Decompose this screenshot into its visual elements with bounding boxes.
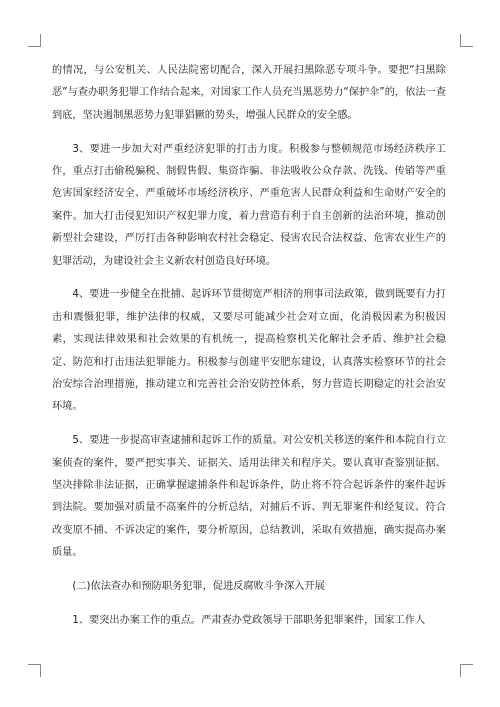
crop-mark-top-left: [28, 34, 41, 47]
paragraph-case-focus: 1、要突出办案工作的重点。严肃查办党政领导干部职务犯罪案件，国家工作人: [72, 614, 426, 626]
section-heading: (二)依法查办和预防职务犯罪，促进反腐败斗争深入开展: [72, 581, 325, 593]
crop-mark-bottom-left: [28, 664, 41, 677]
paragraph-criminal-policy: 4、要进一步健全在批捕、起诉环节贯彻宽严相济的刑事司法政策，做到既要有力打击和震慑犯罪，维护法律的权威，又要尽可能减少社会对立面，化消极因素为积极因素，实现法律效果和社会效果的有机统一，提高检察机关化解社会矛盾、维护社会稳定、防范和打击违法犯罪能力。积极参与创建平安肥东建设，认真落实检察环节的社会治安综合治理措施，推动建立和完善社会治安防控体系，努力营造长期稳定的社会治安环境。: [52, 289, 446, 413]
paragraph-economic-crime: 3、要进一步加大对严重经济犯罪的打击力度。积极参与整顿规范市场经济秩序工作，重点打击偷税骗税、制假售假、集资诈骗、非法吸收公众存款、洗钱、传销等严重危害国家经济安全、严重破坏市场经济秩序、严重危害人民群众利益和生命财产安全的案件。加大打击侵犯知识产权犯罪力度，着力营造有利于自主创新的法治环境，推动创新型社会建设，严厉打击各种影响农村社会稳定、侵害农民合法权益、危害农业生产的犯罪活动，为建设社会主义新农村创造良好环境。: [52, 143, 446, 267]
document-body: [52, 60, 446, 644]
paragraph-continued: 的情况，与公安机关、人民法院密切配合，深入开展扫黑除恶专项斗争。要把“扫黑除恶”与查办职务犯罪工作结合起来，对国家工作人员充当黑恶势力“保护伞”的，依法一查到底，坚决遏制黑恶势力犯罪猖獗的势头，增强人民群众的安全感。: [52, 65, 446, 121]
paragraph-case-quality: 5、要进一步提高审查逮捕和起诉工作的质量。对公安机关移送的案件和本院自行立案侦查的案件，要严把实事关、证据关、适用法律关和程序关。要认真审查鉴别证据、坚决排除非法证据，正确掌握逮捕条件和起诉条件，防止将不符合起诉条件的案件起诉到法院。要加强对质量不高案件的分析总结，对捕后不诉、判无罪案件和经复议、符合改变原不捕、不诉决定的案件，要分析原因，总结教训，采取有效措施，确实提高办案质量。: [52, 435, 446, 559]
crop-mark-bottom-right: [460, 664, 473, 677]
crop-mark-top-right: [460, 34, 473, 47]
